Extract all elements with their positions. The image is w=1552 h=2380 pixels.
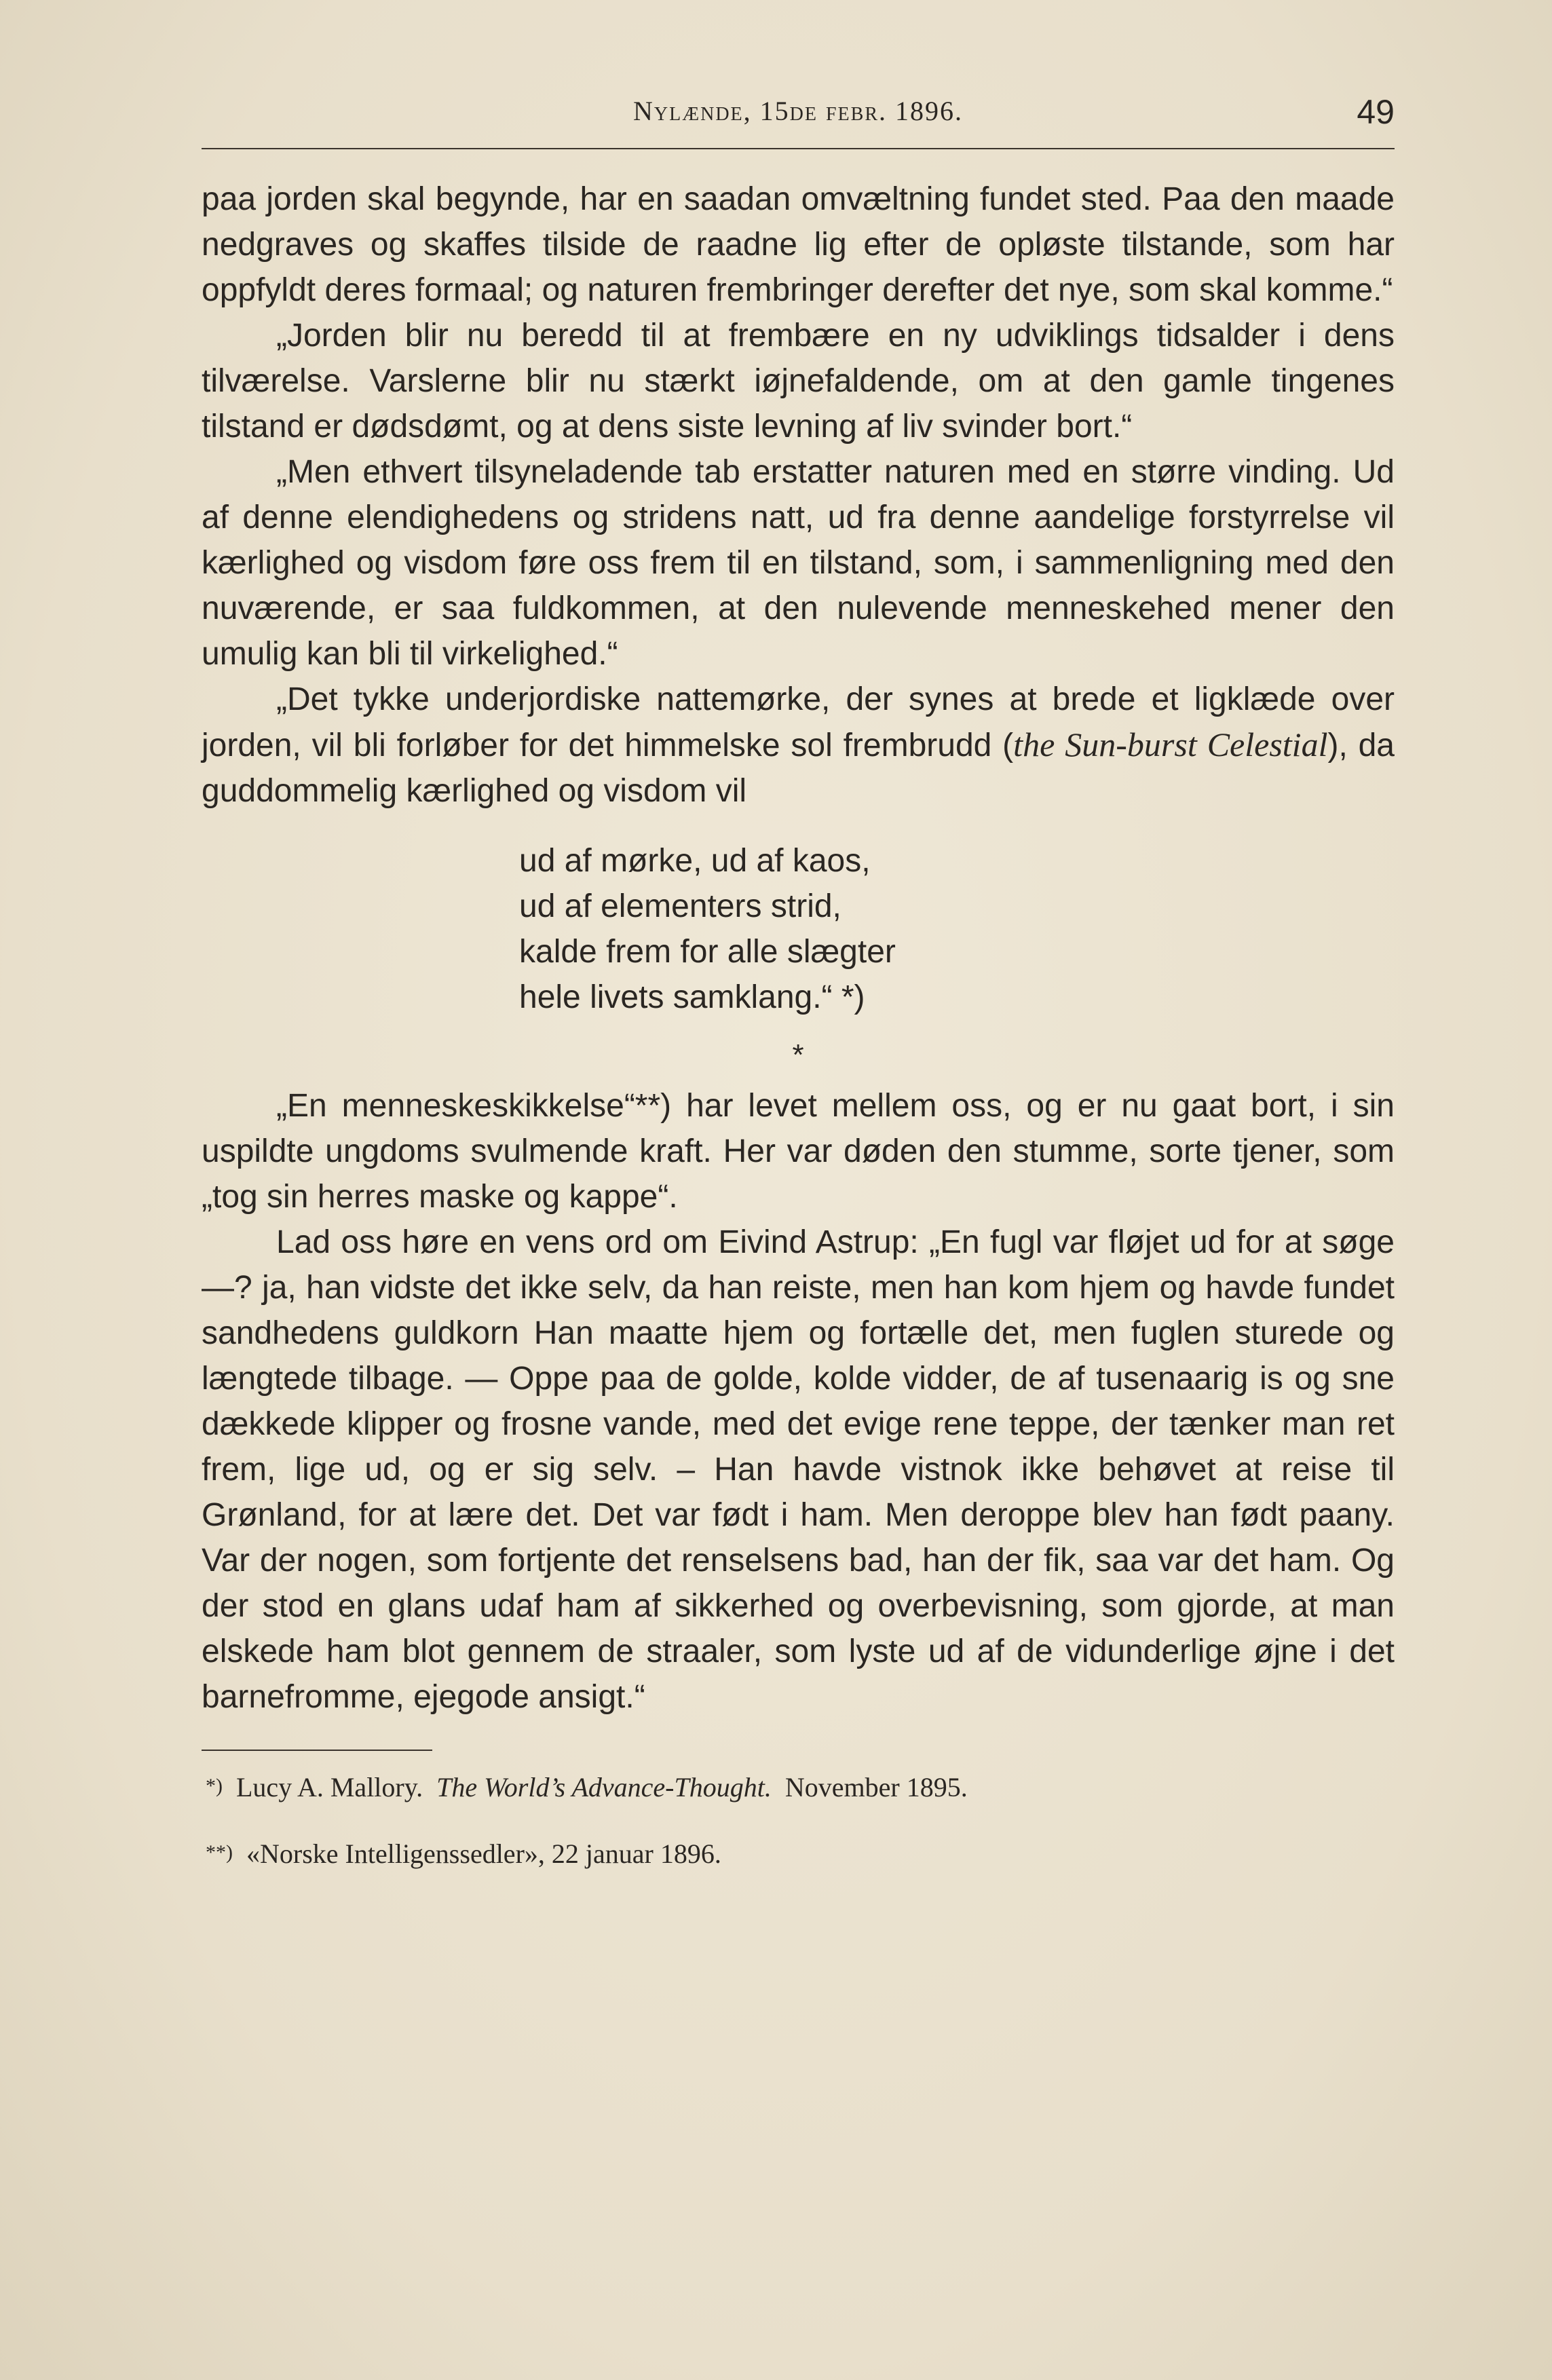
footnotes — [202, 1771, 1395, 1869]
paragraph-4-italic: the Sun-burst Celestial — [1013, 725, 1328, 763]
header-rule — [202, 148, 1395, 149]
paragraph-5: „En menneskeskikkelse“**) har levet mellem oss, og er nu gaat bort, i sin uspildte ungdoms svulmende kraft. Her var døden den stumme, sorte tjener, som „tog sin herres maske og kappe“. — [202, 1088, 1395, 1215]
footnote-source: «Norske Intelligenssedler», 22 januar 1896. — [246, 1838, 721, 1869]
body-text — [202, 176, 1395, 1720]
page-header — [202, 95, 1395, 140]
verse-line: hele livets samklang.“ *) — [519, 979, 865, 1015]
footnote-author: Lucy A. Mallory. — [236, 1772, 423, 1802]
paragraph-3: „Men ethvert tilsyneladende tab erstatter naturen med en større vinding. Ud af denne elendighedens og stridens natt, ud fra denne aandelige forstyrrelse vil kærlighed og visdom føre oss frem til en tilstand, som, i sammenligning med den nuværende, er saa fuldkommen, at den nulevende menneskehed mener den umulig kan bli til virkelighed.“ — [202, 454, 1395, 672]
running-head: Nylænde, 15de febr. 1896. — [632, 96, 963, 126]
verse-block — [519, 838, 1395, 1020]
footnote-rule — [202, 1750, 432, 1751]
paragraph-1: paa jorden skal begynde, har en saadan omvæltning fundet sted. Paa den maade nedgraves og skaffes tilside de raadne lig efter de opløste tilstande, som har oppfyldt deres formaal; og naturen frembringer derefter det nye, som skal komme.“ — [202, 181, 1395, 308]
verse-line: ud af elementers strid, — [519, 888, 841, 924]
verse-line: kalde frem for alle slægter — [519, 934, 896, 970]
footnote-date: November 1895. — [784, 1772, 968, 1802]
footnote-title: The World’s Advance-Thought. — [436, 1772, 772, 1802]
paragraph-2: „Jorden blir nu beredd til at frembære en ny udviklings tidsalder i dens tilværelse. Varslerne blir nu stærkt iøjnefaldende, om at den gamle tingenes tilstand er dødsdømt, og at dens siste levning af liv svinder bort.“ — [202, 318, 1395, 445]
paragraph-4-tail: ), da guddommelig kærlighed og visdom vil — [202, 728, 1395, 809]
verse-line: ud af mørke, ud af kaos, — [519, 843, 871, 879]
footnote-mark: **) — [206, 1841, 233, 1864]
book-page — [202, 95, 1395, 1904]
page-number: 49 — [1357, 93, 1395, 131]
paragraph-4-text: „Det tykke underjordiske nattemørke, der synes at brede et ligklæde over jorden, vil bli forløber for det himmelske sol frembrudd ( — [202, 681, 1395, 763]
footnote-1 — [202, 1771, 1395, 1802]
section-asterisk: * — [792, 1038, 804, 1072]
paragraph-6: Lad oss høre en vens ord om Eivind Astrup: „En fugl var fløjet ud for at søge —? ja, han vidste det ikke selv, da han reiste, men han kom hjem og havde fundet sandhedens guldkorn Han maatte hjem og fortælle det, men fuglen sturede og længtede tilbage. — Oppe paa de golde, kolde vidder, de af tusenaarig is og sne dækkede klipper og frosne vande, med det evige rene teppe, der tænker man ret frem, lige ud, og er sig selv. – Han havde vistnok ikke behøvet at reise til Grønland, for at lære det. Det var født i ham. Men deroppe blev han født paany. Var der nogen, som fortjente det renselsens bad, han der fik, saa var det ham. Og der stod en glans udaf ham af sikkerhed og overbevisning, som gjorde, at man elskede ham blot gennem de straaler, som lyste ud af de vidunderlige øjne i det barnefromme, ejegode ansigt.“ — [202, 1224, 1395, 1715]
footnote-2 — [202, 1838, 1395, 1869]
paragraph-4 — [202, 677, 1395, 814]
footnote-mark: *) — [206, 1775, 223, 1797]
